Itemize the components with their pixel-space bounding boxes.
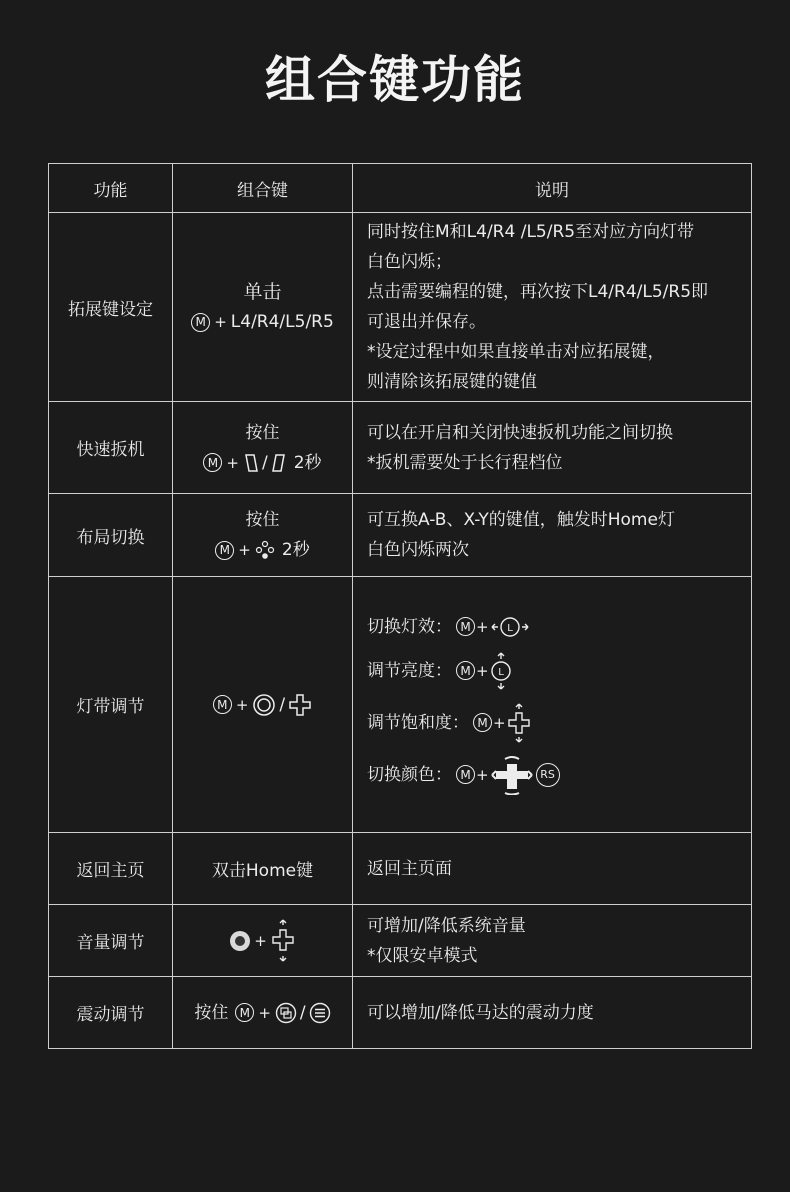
dpad-icon: [288, 693, 312, 717]
table-row: [49, 494, 752, 577]
function-cell: 震动调节: [49, 977, 173, 1049]
combo-action: 按住: [194, 1002, 229, 1023]
view-button-icon: [275, 1002, 297, 1024]
l-stick-icon: [490, 616, 530, 638]
desc-line: 可增加/降低系统音量: [367, 915, 526, 936]
table-header-row: [49, 164, 752, 213]
header-desc: 说明: [353, 164, 752, 213]
desc-cell: 切换灯效： M + L 调节亮度： M + L 调节饱和度： M + 切换颜色： M + RS: [353, 577, 752, 833]
hold-time: 2秒: [281, 540, 310, 560]
brightness-label: 调节亮度：: [367, 660, 452, 681]
desc-line: 点击需要编程的键，再次按下L4/R4/L5/R5即: [367, 282, 709, 302]
desc-line: *设定过程中如果直接单击对应拓展键，: [367, 342, 665, 362]
combo-action: 单击: [243, 281, 282, 303]
function-cell: 快速扳机: [49, 402, 173, 494]
combo-cell: +: [173, 905, 353, 977]
table-row: [49, 833, 752, 905]
color-label: 切换颜色：: [367, 764, 452, 785]
combo-action: 按住: [245, 422, 280, 443]
combo-cell: 按住 M + / 2秒: [173, 402, 353, 494]
table-row: [49, 402, 752, 494]
m-button-icon: M: [203, 453, 222, 472]
dpad-icon: [271, 919, 295, 963]
desc-line: 可退出并保存。: [367, 312, 486, 332]
combo-cell: [173, 213, 353, 402]
m-button-icon: M: [215, 541, 234, 560]
rs-button-icon: RS: [536, 763, 560, 787]
m-button-icon: M: [456, 765, 475, 784]
stick-icon: [252, 693, 276, 717]
combo-keys: L4/R4/L5/R5: [230, 312, 334, 332]
light-effect-label: 切换灯效：: [367, 616, 452, 637]
combo-table: [48, 163, 752, 1049]
trigger-icon: [243, 453, 259, 473]
function-cell: 布局切换: [49, 494, 173, 577]
function-cell: 拓展键设定: [49, 213, 173, 402]
desc-cell: [353, 905, 752, 977]
table-row: [49, 977, 752, 1049]
combo-cell: M + /: [173, 577, 353, 833]
table-row: [49, 905, 752, 977]
header-function: 功能: [49, 164, 173, 213]
desc-line: *仅限安卓模式: [367, 945, 478, 966]
combo-cell: 双击Home键: [173, 833, 353, 905]
table-row: [49, 213, 752, 402]
page-title: 组合键功能: [265, 51, 525, 109]
face-buttons-icon: [255, 540, 275, 560]
combo-cell: 按住 M + /: [173, 977, 353, 1049]
desc-line: 则清除该拓展键的键值: [367, 372, 537, 392]
m-button-icon: M: [456, 661, 475, 680]
desc-cell: [353, 402, 752, 494]
header-combo: 组合键: [173, 164, 353, 213]
m-button-icon: M: [456, 617, 475, 636]
function-cell: 音量调节: [49, 905, 173, 977]
desc-cell: 可以增加/降低马达的震动力度: [353, 977, 752, 1049]
dpad-icon: [490, 755, 534, 795]
m-button-icon: M: [473, 713, 492, 732]
m-button-icon: M: [191, 313, 210, 332]
desc-line: *扳机需要处于长行程档位: [367, 452, 563, 473]
home-button-icon: [230, 931, 250, 951]
desc-line: 白色闪烁；: [367, 252, 452, 272]
desc-line: 同时按住M和L4/R4 /L5/R5至对应方向灯带: [367, 222, 695, 242]
m-button-icon: M: [235, 1003, 254, 1022]
function-cell: 返回主页: [49, 833, 173, 905]
plus-sign: +: [214, 313, 227, 331]
desc-line: 可互换A-B、X-Y的键值，触发时Home灯: [367, 510, 675, 530]
trigger-icon: [271, 453, 287, 473]
desc-cell: [353, 213, 752, 402]
combo-action: 按住: [245, 510, 280, 530]
hold-time: 2秒: [293, 452, 322, 473]
desc-cell: [353, 494, 752, 577]
function-cell: 灯带调节: [49, 577, 173, 833]
l-stick-letter: L: [506, 622, 513, 634]
desc-line: 可以在开启和关闭快速扳机功能之间切换: [367, 422, 673, 443]
dpad-icon: [507, 703, 531, 743]
l-stick-letter: L: [497, 666, 504, 678]
menu-button-icon: [309, 1002, 331, 1024]
combo-cell: 按住 M + 2秒: [173, 494, 353, 577]
desc-cell: 返回主页面: [353, 833, 752, 905]
table-row: [49, 577, 752, 833]
m-button-icon: M: [213, 695, 232, 714]
desc-line: 白色闪烁两次: [367, 540, 469, 560]
l-stick-icon: [490, 651, 512, 691]
saturation-label: 调节饱和度：: [367, 712, 469, 733]
